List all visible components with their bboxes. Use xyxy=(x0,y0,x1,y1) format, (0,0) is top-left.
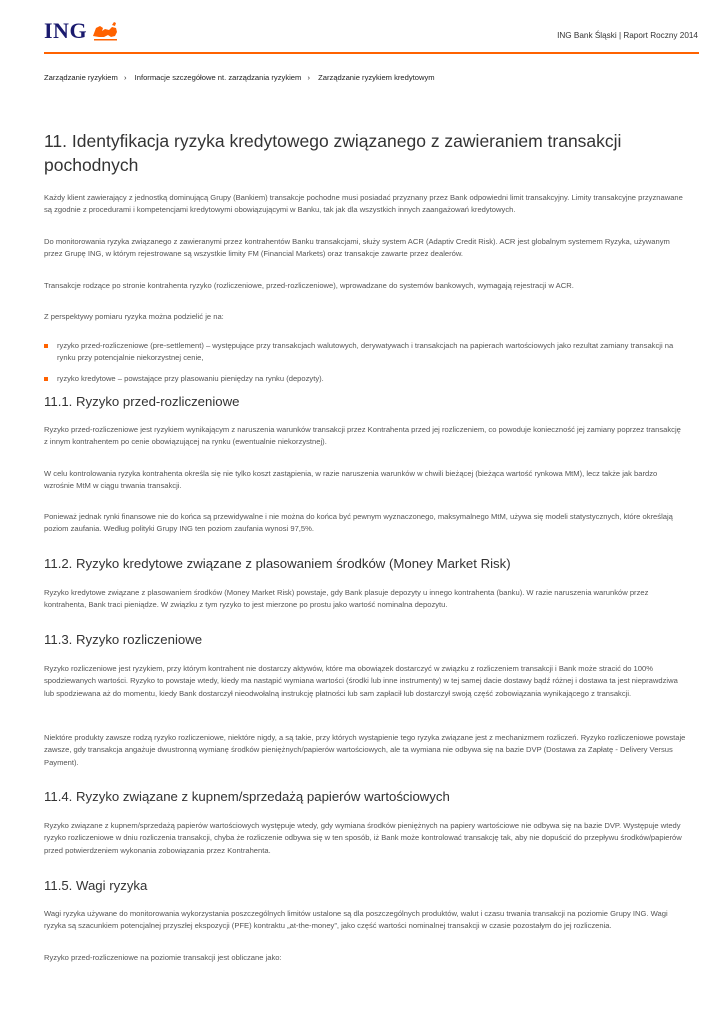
intro-paragraph: Do monitorowania ryzyka związanego z zawieranymi przez kontrahentów Banku transakcjami, służy system ACR (Adaptiv Credit Risk). ACR jest globalnym systemem Ryzyka, używanym przez Grupę ING, w którym rejestrowane są wszystkie limity FM (Financial Markets) oraz transakcje zawarte przez dealerów. xyxy=(44,237,670,259)
logo-text: ING xyxy=(44,18,88,43)
section-paragraph: Ryzyko rozliczeniowe jest ryzykiem, przy którym kontrahent nie dostarczy aktywów, które ma obowiązek dostarczyć w związku z rozliczeniem transakcji i Bank może stracić do 100% spodziewanych wartości. Ryzyko to powstaje wtedy, kiedy ma nastąpić wymiana wartości (środki lub inne instrumenty) w tej samej dacie dostawy bądź różnej i dostawa ta jest nieprawdziwa lub spodziewana aż do momentu, kiedy Bank dostarczył nieodwołalną instrukcję płatności lub sam zapłacił lub dostarczył swoją część zobowiązania wynikającego z transakcji. xyxy=(44,664,678,698)
section-heading-11-1: 11.1. Ryzyko przed-rozliczeniowe xyxy=(44,394,240,409)
section-paragraph: Wagi ryzyka używane do monitorowania wykorzystania poszczególnych limitów ustalone są dla poszczególnych produktów, walut i czasu trwania transakcji na poziomie Grupy ING. Wagi ryzyka są szacunkiem potencjalnej przyszłej ekspozycji (PFE) kontraktu „at-the-money”, jako część wartości nominalnej transakcji w czasie pozostałym do jej rozliczenia. xyxy=(44,909,668,931)
page-title: 11. Identyfikacja ryzyka kredytowego związanego z zawieraniem transakcji pochodnych xyxy=(44,131,622,175)
breadcrumb-item-risk-management[interactable]: Zarządzanie ryzykiem xyxy=(44,73,118,82)
section-heading-11-2: 11.2. Ryzyko kredytowe związane z plasowaniem środków (Money Market Risk) xyxy=(44,556,511,571)
breadcrumb xyxy=(44,73,439,82)
section-heading-11-3: 11.3. Ryzyko rozliczeniowe xyxy=(44,632,203,647)
report-title: ING Bank Śląski | Raport Roczny 2014 xyxy=(557,31,698,40)
section-paragraph: Ryzyko przed-rozliczeniowe na poziomie transakcji jest obliczane jako: xyxy=(44,953,282,962)
bullet-icon xyxy=(44,344,48,348)
list-item xyxy=(44,373,686,385)
header-divider xyxy=(44,52,699,54)
breadcrumb-item-credit-risk[interactable]: Zarządzanie ryzykiem kredytowym xyxy=(318,73,435,82)
section-heading-11-5: 11.5. Wagi ryzyka xyxy=(44,878,148,893)
breadcrumb-item-detailed-info[interactable]: Informacje szczegółowe nt. zarządzania ryzykiem xyxy=(134,73,302,82)
list-item xyxy=(44,340,686,365)
section-paragraph: Ryzyko przed-rozliczeniowe jest ryzykiem wynikającym z naruszenia warunków transakcji przez Kontrahenta przed jej rozliczeniem, co powoduje konieczność jej zamiany poprzez transakcję z innym kontrahentem po cenie obowiązującej na rynku (ewentualnie niekorzystnej). xyxy=(44,425,681,447)
page-header xyxy=(0,0,724,54)
section-paragraph: W celu kontrolowania ryzyka kontrahenta określa się nie tylko koszt zastąpienia, w razie naruszenia warunków w chwili bieżącej (bieżąca wartość rynkowa MtM), lecz także jak bardzo wzrośnie MtM w ciągu trwania transakcji. xyxy=(44,469,658,491)
list-item-text: ryzyko kredytowe – powstające przy plasowaniu pieniędzy na rynku (depozyty). xyxy=(57,373,324,383)
section-heading-11-4: 11.4. Ryzyko związane z kupnem/sprzedażą papierów wartościowych xyxy=(44,789,450,804)
ing-logo[interactable] xyxy=(44,19,120,43)
lion-icon xyxy=(90,20,120,42)
section-paragraph: Ponieważ jednak rynki finansowe nie do końca są przewidywalne i nie można do końca być pewnym wyznaczonego, maksymalnego MtM, używa się modeli statystycznych, które określają poziom zaufania. Według polityki Grupy ING ten poziom zaufania wynosi 97,5%. xyxy=(44,512,673,534)
section-paragraph: Ryzyko związane z kupnem/sprzedażą papierów wartościowych występuje wtedy, gdy wymiana środków pieniężnych na papiery wartościowe nie odbywa się na bazie DVP. Występuje wtedy ryzyko rozliczeniowe w dniu rozliczenia transakcji, chyba że rozliczenie odbywa się w ten sposób, iż Bank może kontrolować transakcję tak, aby nie dopuścić do przepływu środków/papierów przed potwierdzeniem wykonania zobowiązania przez Kontrahenta. xyxy=(44,821,682,855)
intro-paragraph: Transakcje rodzące po stronie kontrahenta ryzyko (rozliczeniowe, przed-rozliczeniowe), wprowadzane do systemów bankowych, wymagają rejestracji w ACR. xyxy=(44,281,574,290)
breadcrumb-separator: › xyxy=(307,73,311,82)
breadcrumb-separator: › xyxy=(123,73,127,82)
intro-paragraph: Każdy klient zawierający z jednostką dominującą Grupy (Bankiem) transakcje pochodne musi posiadać przyznany przez Bank odpowiedni limit transakcyjny. Limity transakcyjne przyznawane są zgodnie z procedurami i kompetencjami kredytowymi obowiązującymi w Banku, tak jak dla wszystkich innych zaangażowań kredytowych. xyxy=(44,193,683,215)
section-paragraph: Ryzyko kredytowe związane z plasowaniem środków (Money Market Risk) powstaje, gdy Bank plasuje depozyty u innego kontrahenta (banku). W razie naruszenia warunków przez kontrahenta, Bank traci pieniądze. W związku z tym ryzyko to jest mierzone po prostu jako wartość nominalna depozytu. xyxy=(44,588,649,610)
intro-paragraph: Z perspektywy pomiaru ryzyka można podzielić je na: xyxy=(44,312,224,321)
risk-type-list xyxy=(44,340,686,385)
bullet-icon xyxy=(44,377,48,381)
section-paragraph: Niektóre produkty zawsze rodzą ryzyko rozliczeniowe, niektóre nigdy, a są takie, przy których wystąpienie tego ryzyka związane jest z mechanizmem rozliczeń. Ryzyko rozliczeniowe powstaje zawsze, gdy transakcja angażuje dwustronną wymianę środków pieniężnych/papierów wartościowych, ale ta wymiana nie odbywa się na bazie DVP (Dostawa za Zapłatę - Delivery Versus Payment). xyxy=(44,733,686,767)
list-item-text: ryzyko przed-rozliczeniowe (pre-settlement) – występujące przy transakcjach walutowych, derywatywach i transakcjach na papierach wartościowych jako rezultat zamiany transakcji na rynku przy potencjalnie niekorzystnej cenie, xyxy=(57,341,674,363)
